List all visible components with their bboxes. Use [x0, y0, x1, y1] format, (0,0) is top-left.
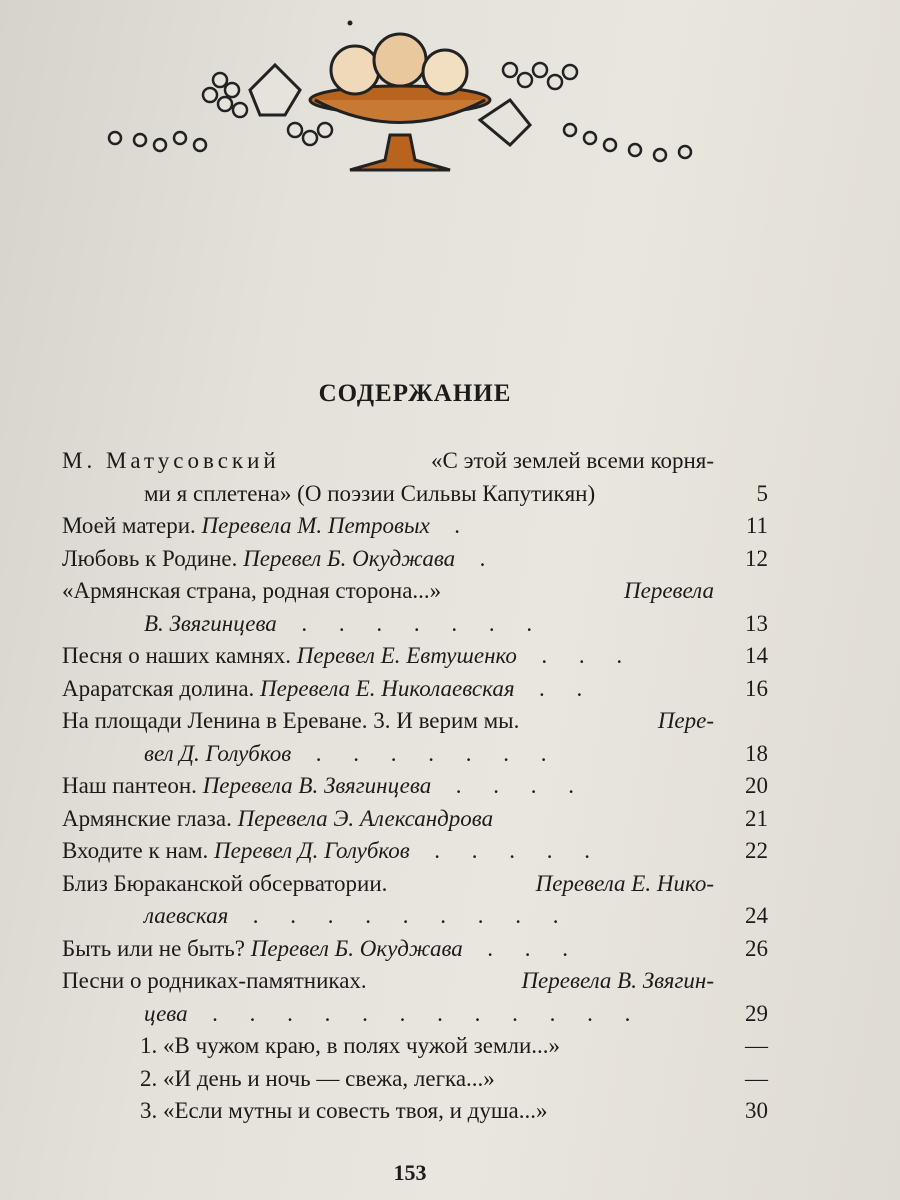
entry-title-cont: ми я сплетена» (О поэзии Сильвы Капутикян) [144, 480, 596, 506]
leader-dots: . . . . . . . [282, 610, 546, 636]
toc-entry[interactable] [62, 770, 772, 803]
toc-entry[interactable] [62, 868, 772, 901]
fruit-bowl-with-grapes-icon [100, 20, 700, 180]
entry-title: Входите к нам. [62, 838, 209, 863]
entry-translator: Перевел Е. Евтушенко [296, 643, 517, 668]
subentry-title: 3. «Если мутны и совесть твоя, и душа...» [140, 1098, 548, 1123]
page-ref: 12 [745, 545, 768, 571]
toc-entry-cont[interactable] [62, 738, 772, 771]
entry-translator: Перевела Е. Николаевская [260, 675, 515, 701]
leader-dots: . . . . . . . . . . . . [193, 1000, 644, 1026]
leader-dots: . [460, 545, 499, 571]
entry-translator: Перевела В. Звягинцева [202, 773, 432, 798]
entry-translator: Перевел Д. Голубков [214, 838, 410, 863]
toc-title: СОДЕРЖАНИЕ [318, 380, 512, 407]
entry-title: Песни о родниках-памятниках. [62, 968, 367, 993]
subentry-title: 2. «И день и ночь — свежа, легка...» [140, 1065, 495, 1091]
entry-translator-cont: вел Д. Голубков [144, 740, 292, 766]
page-ref: 29 [745, 1000, 768, 1026]
page-ref: 26 [745, 935, 768, 961]
page-ref: 13 [745, 610, 768, 636]
page-ref: 5 [756, 480, 768, 506]
toc-entry[interactable] [62, 575, 772, 608]
entry-translator-cont: цева [144, 1000, 188, 1026]
entry-title: Моей матери. [62, 513, 196, 538]
table-of-contents [62, 445, 772, 1128]
toc-entry[interactable] [62, 803, 772, 836]
leader-dots: . . . [522, 643, 636, 668]
toc-entry[interactable] [62, 673, 772, 706]
entry-translator-cont: лаевская [144, 903, 229, 928]
entry-translator: Перевела Е. Нико- [535, 870, 714, 896]
toc-entry-cont[interactable] [62, 608, 772, 641]
page-ref: 16 [745, 675, 768, 701]
page-ref: — [745, 1033, 768, 1058]
toc-entry[interactable] [62, 835, 772, 868]
page-ref: 21 [745, 805, 768, 831]
entry-title: Быть или не быть? [62, 935, 245, 961]
subentry-title: 1. «В чужом краю, в полях чужой земли...» [140, 1033, 561, 1058]
toc-subentry[interactable] [62, 1063, 772, 1096]
entry-translator: Перевела Э. Александрова [237, 805, 494, 831]
entry-title: Близ Бюраканской обсерватории. [62, 870, 388, 896]
leader-dots: . . . . [436, 773, 587, 798]
entry-title: «С этой землей всеми корня- [431, 448, 714, 473]
page-ref: 11 [745, 513, 768, 538]
toc-entry[interactable] [62, 510, 772, 543]
entry-translator: Перевела В. Звягин- [521, 968, 714, 993]
toc-subentry[interactable] [62, 1030, 772, 1063]
page-ref: 14 [745, 643, 768, 668]
entry-translator: Перевел Б. Окуджава [250, 935, 463, 961]
page-ref: 18 [745, 740, 768, 766]
leader-dots: . . . . . [415, 838, 604, 863]
leader-dots: . [435, 513, 474, 538]
entry-title: Наш пантеон. [62, 773, 197, 798]
toc-entry[interactable] [62, 965, 772, 998]
entry-title: Араратская долина. [62, 675, 255, 701]
entry-translator-cont: В. Звягинцева [144, 610, 277, 636]
entry-title: Любовь к Родине. [62, 545, 238, 571]
page-ref: 22 [745, 838, 768, 863]
toc-entry-cont[interactable] [62, 998, 772, 1031]
toc-entry-matusovsky[interactable] [62, 445, 772, 478]
page-ref: 20 [745, 773, 768, 798]
toc-entry[interactable] [62, 640, 772, 673]
page-ref: 24 [745, 903, 768, 928]
toc-entry-matusovsky-cont[interactable] [62, 478, 772, 511]
entry-title: На площади Ленина в Ереване. 3. И верим мы. [62, 708, 520, 733]
page-number: 153 [393, 1160, 427, 1185]
entry-translator: Перевела [624, 578, 714, 603]
page-ref: — [745, 1065, 768, 1091]
toc-subentry[interactable] [62, 1095, 772, 1128]
leader-dots: . . [520, 675, 596, 701]
page-ref: 30 [745, 1098, 768, 1123]
entry-translator: Перевел Б. Окуджава [243, 545, 456, 571]
entry-title: Песня о наших камнях. [62, 643, 292, 668]
entry-translator: Пере- [657, 708, 714, 733]
toc-entry[interactable] [62, 705, 772, 738]
leader-dots: . . . . . . . [296, 740, 560, 766]
entry-title: «Армянская страна, родная сторона...» [62, 578, 442, 603]
toc-entry[interactable] [62, 933, 772, 966]
leader-dots: . . . . . . . . . [234, 903, 572, 928]
toc-entry[interactable] [62, 543, 772, 576]
toc-entry-cont[interactable] [62, 900, 772, 933]
entry-author: М. Матусовский [62, 448, 280, 473]
entry-title: Армянские глаза. [62, 805, 232, 831]
leader-dots: . . . [468, 935, 582, 961]
entry-translator: Перевела М. Петровых [201, 513, 430, 538]
